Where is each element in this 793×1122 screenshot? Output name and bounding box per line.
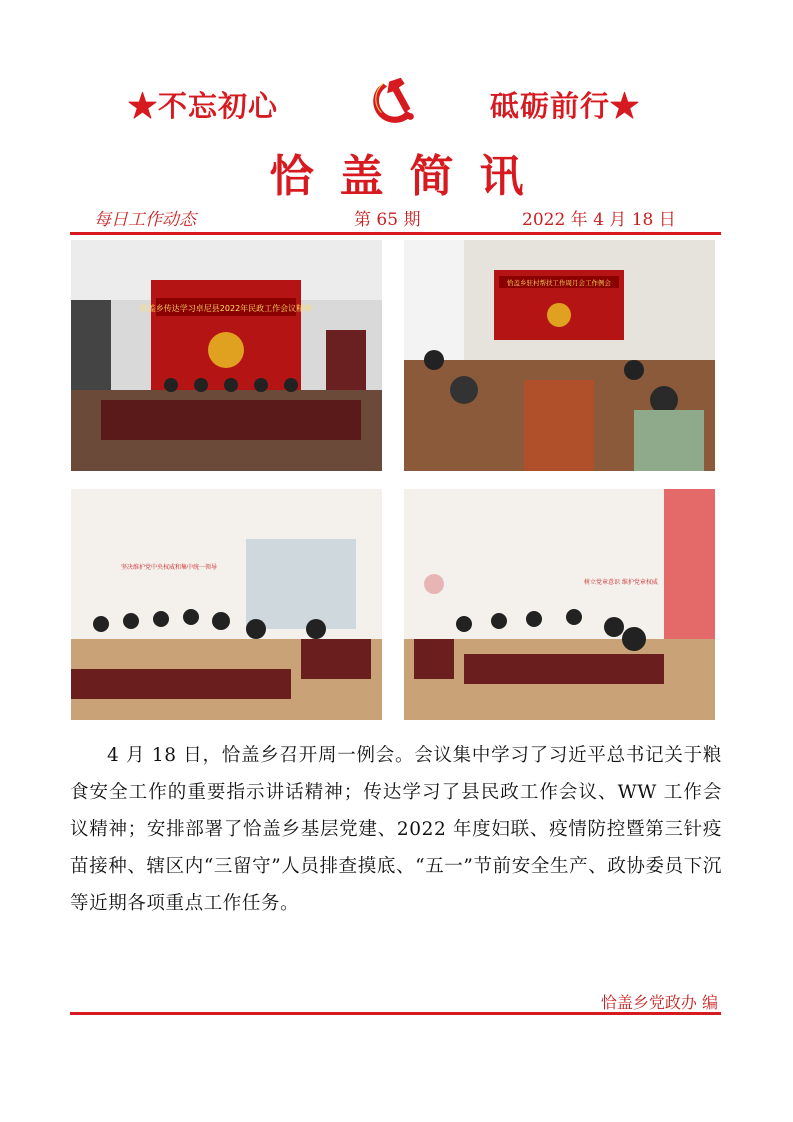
news-paragraph: 4 月 18 日，恰盖乡召开周一例会。会议集中学习了习近平总书记关于粮食安全工作的重要指示讲话精神；传达学习了县民政工作会议、WW 工作会议精神；安排部署了恰盖乡基层党建、2022 年度妇联、疫情防控暨第三针疫苗接种、辖区内“三留守”人员排查摸底、“五一”节前安全生产、政协委员下沉等近期各项重点工作任务。 xyxy=(70,745,722,914)
meeting-photo-audience xyxy=(404,240,715,471)
meeting-photo-room-right xyxy=(404,489,715,720)
meeting-photo-stage xyxy=(71,240,382,471)
party-emblem-icon xyxy=(362,70,424,132)
photo-wall-text: 坚决维护党中央权威和集中统一领导 xyxy=(121,564,218,571)
slogan-left: ★不忘初心 xyxy=(128,89,279,123)
section-label: 每日工作动态 xyxy=(94,210,196,230)
newsletter-title: 恰盖简讯 xyxy=(269,151,550,202)
footer-divider xyxy=(70,1012,721,1015)
meeting-photo-room-left xyxy=(71,489,382,720)
editor-credit: 恰盖乡党政办 编 xyxy=(600,993,718,1012)
issue-date: 2022 年 4 月 18 日 xyxy=(522,210,676,230)
photo-banner-text: 恰盖乡驻村帮扶工作周月会工作例会 xyxy=(507,279,611,287)
photo-banner-text: 恰盖乡传达学习卓尼县2022年民政工作会议精神 xyxy=(139,304,313,313)
photo-wall-text: 树立党章意识 维护党章权威 xyxy=(584,579,658,586)
header-divider xyxy=(70,232,721,235)
issue-number: 第 65 期 xyxy=(354,210,421,230)
slogan-right: 砥砺前行★ xyxy=(490,89,641,123)
